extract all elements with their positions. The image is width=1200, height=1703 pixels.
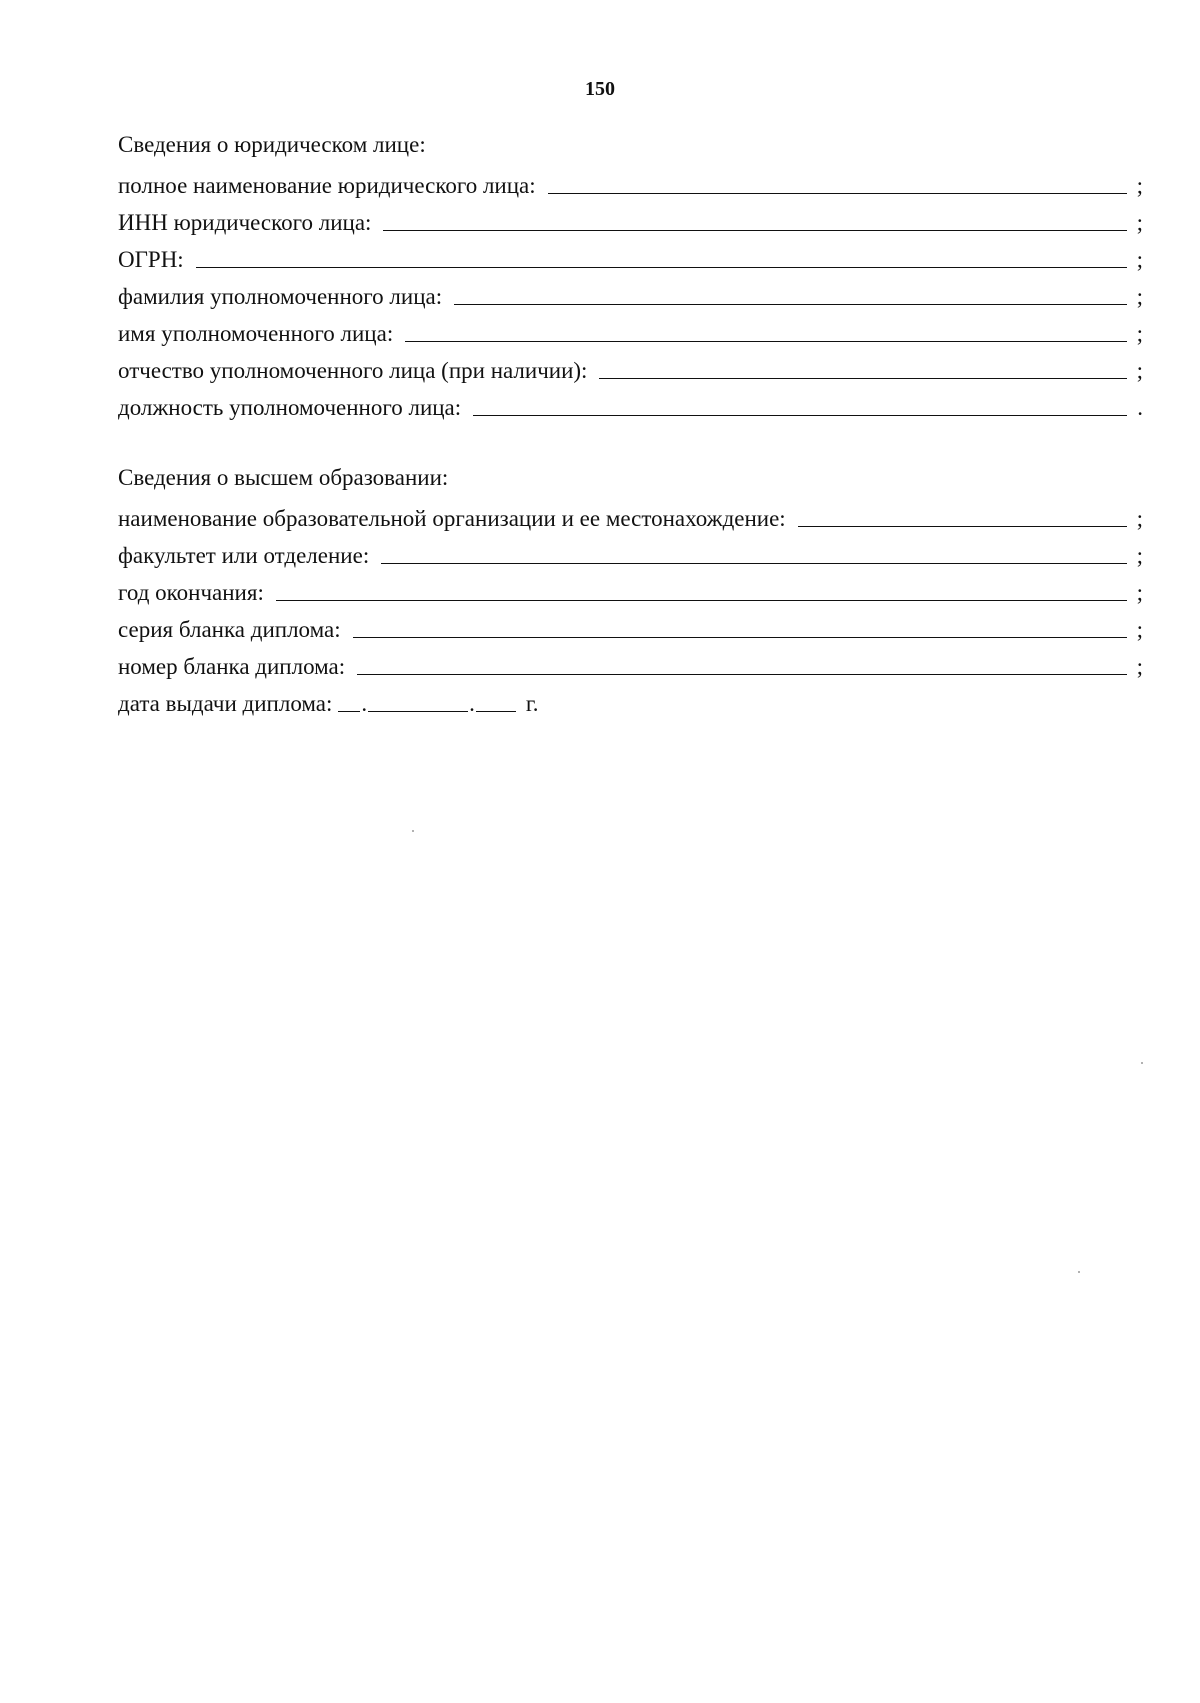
field-terminator: ; (1136, 284, 1143, 309)
field-position (118, 385, 1143, 422)
field-label: имя уполномоченного лица: (118, 321, 394, 346)
field-label: ИНН юридического лица: (118, 210, 372, 235)
field-terminator: ; (1136, 617, 1143, 642)
higher-education-section (118, 460, 1143, 718)
legal-entity-heading: Сведения о юридическом лице: (118, 132, 426, 157)
field-terminator: ; (1136, 358, 1143, 383)
diploma-series-input-line[interactable] (353, 613, 1127, 638)
field-graduation-year (118, 570, 1143, 607)
field-label: год окончания: (118, 580, 264, 605)
field-terminator: ; (1136, 654, 1143, 679)
field-full-name (118, 163, 1143, 200)
graduation-year-input-line[interactable] (276, 576, 1127, 601)
page-number: 150 (585, 78, 615, 100)
field-faculty (118, 533, 1143, 570)
faculty-input-line[interactable] (381, 539, 1127, 564)
field-first-name (118, 311, 1143, 348)
field-institution (118, 496, 1143, 533)
field-diploma-series (118, 607, 1143, 644)
field-label: фамилия уполномоченного лица: (118, 284, 443, 309)
field-label: дата выдачи диплома: (118, 691, 333, 716)
field-terminator: ; (1136, 543, 1143, 568)
field-label: серия бланка диплома: (118, 617, 341, 642)
field-label: наименование образовательной организации и ее местонахождение: (118, 506, 786, 531)
year-suffix: г. (525, 691, 539, 716)
issue-year-input-line[interactable] (476, 689, 516, 712)
field-diploma-number (118, 644, 1143, 681)
field-terminator: ; (1136, 210, 1143, 235)
field-patronymic (118, 348, 1143, 385)
patronymic-input-line[interactable] (599, 354, 1127, 379)
field-inn (118, 200, 1143, 237)
inn-input-line[interactable] (383, 206, 1127, 231)
scan-speck (412, 830, 414, 832)
issue-month-input-line[interactable] (368, 689, 468, 712)
field-label: номер бланка диплома: (118, 654, 346, 679)
date-separator: . (361, 691, 368, 716)
field-terminator: ; (1136, 247, 1143, 272)
issue-day-input-line[interactable] (338, 689, 360, 712)
field-label: ОГРН: (118, 247, 184, 272)
position-input-line[interactable] (473, 391, 1127, 416)
field-label: факультет или отделение: (118, 543, 370, 568)
field-terminator: ; (1136, 506, 1143, 531)
scan-speck (1141, 1062, 1143, 1064)
first-name-input-line[interactable] (405, 317, 1127, 342)
field-surname (118, 274, 1143, 311)
field-label: должность уполномоченного лица: (118, 395, 462, 420)
field-ogrn (118, 237, 1143, 274)
higher-education-heading: Сведения о высшем образовании: (118, 465, 449, 490)
date-separator: . (469, 691, 475, 716)
field-issue-date (118, 681, 1143, 718)
institution-input-line[interactable] (798, 502, 1127, 527)
field-label: отчество уполномоченного лица (при наличии): (118, 358, 588, 383)
field-terminator: ; (1136, 580, 1143, 605)
diploma-number-input-line[interactable] (357, 650, 1127, 675)
field-label: полное наименование юридического лица: (118, 173, 536, 198)
scan-speck (1078, 1271, 1080, 1273)
field-terminator: . (1137, 395, 1143, 420)
legal-entity-section (118, 127, 1143, 422)
surname-input-line[interactable] (454, 280, 1127, 305)
field-terminator: ; (1136, 321, 1143, 346)
field-terminator: ; (1136, 173, 1143, 198)
full-name-input-line[interactable] (548, 169, 1127, 194)
ogrn-input-line[interactable] (196, 243, 1127, 268)
